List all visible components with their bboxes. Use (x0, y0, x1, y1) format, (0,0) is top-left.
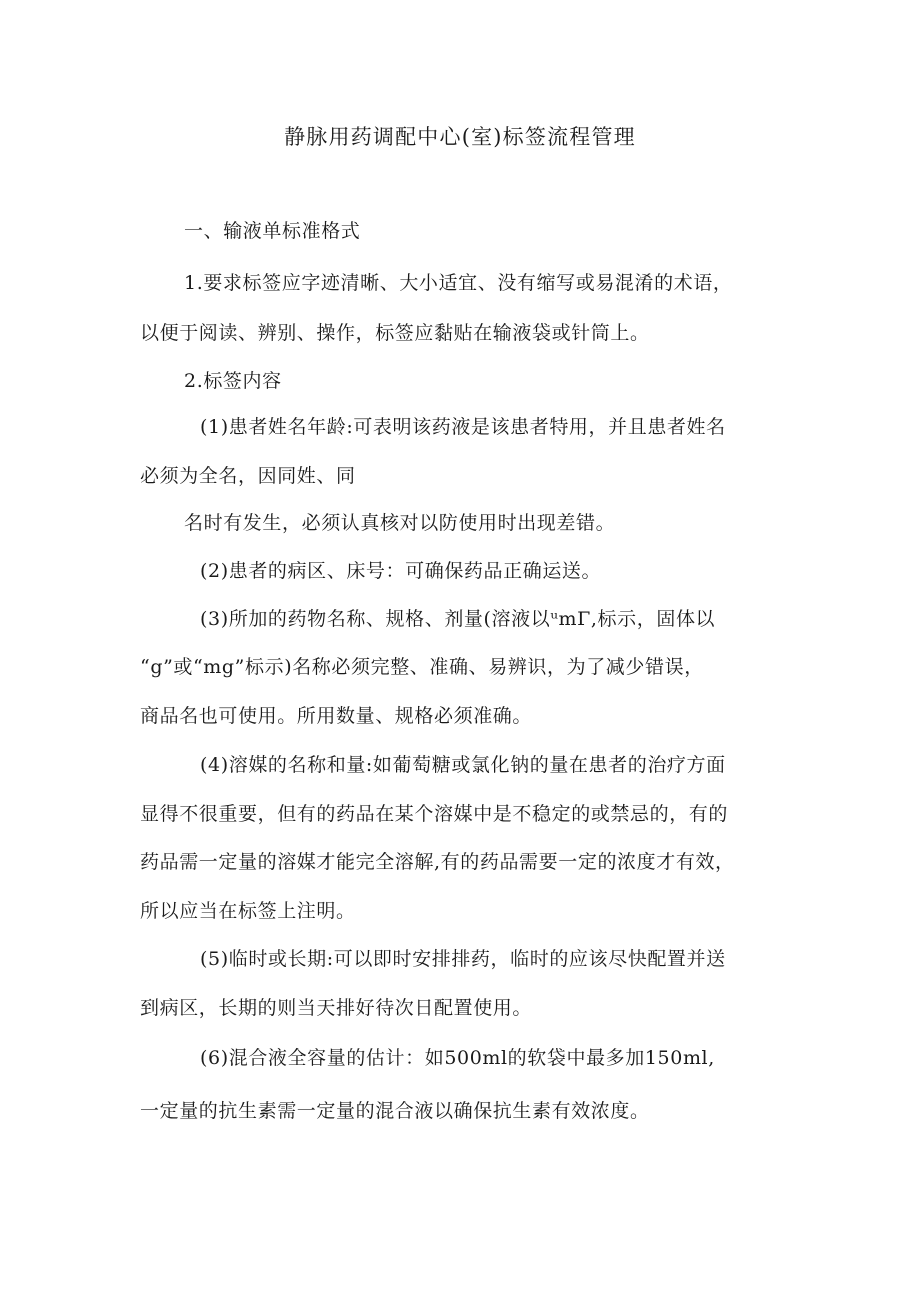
point1-line1: (1)患者姓名年龄:可表明该药液是该患者特用，并且患者姓名 (200, 416, 726, 438)
point3-line2: “g”或“mg”标示)名称必须完整、准确、易辨识，为了减少错误， (140, 656, 704, 678)
point5-line2: 到病区，长期的则当天排好待次日配置使用。 (140, 997, 533, 1019)
point3-line3: 商品名也可使用。所用数量、规格必须准确。 (140, 705, 533, 727)
point4-line4: 所以应当在标签上注明。 (140, 900, 356, 922)
point3-line1: (3)所加的药物名称、规格、剂量(溶液以ᵘmΓ,标示，固体以 (200, 608, 716, 630)
point4-line1: (4)溶媒的名称和量:如葡萄糖或氯化钠的量在患者的治疗方面 (200, 754, 726, 776)
section-heading: 一、输液单标准格式 (184, 220, 361, 242)
item1-line2: 以便于阅读、辨别、操作，标签应黏贴在输液袋或针筒上。 (140, 322, 650, 344)
point5-line1: (5)临时或长期:可以即时安排排药，临时的应该尽快配置并送 (200, 948, 726, 970)
item1-line1: 1.要求标签应字迹清晰、大小适宜、没有缩写或易混淆的术语， (184, 272, 733, 294)
point4-line3: 药品需一定量的溶媒才能完全溶解,有的药品需要一定的浓度才有效， (140, 851, 735, 873)
item2-heading: 2.标签内容 (184, 370, 282, 392)
point4-line2: 显得不很重要，但有的药品在某个溶媒中是不稳定的或禁忌的，有的 (140, 803, 729, 825)
point2-line1: (2)患者的病区、床号：可确保药品正确运送。 (200, 560, 602, 582)
point6-line2: 一定量的抗生素需一定量的混合液以确保抗生素有效浓度。 (140, 1100, 650, 1122)
document-title: 静脉用药调配中心(室)标签流程管理 (284, 125, 636, 149)
point1-line3: 名时有发生，必须认真核对以防使用时出现差错。 (184, 512, 616, 534)
point1-line2: 必须为全名，因同姓、同 (140, 465, 356, 487)
point6-line1: (6)混合液全容量的估计：如500ml的软袋中最多加150ml, (200, 1047, 715, 1069)
